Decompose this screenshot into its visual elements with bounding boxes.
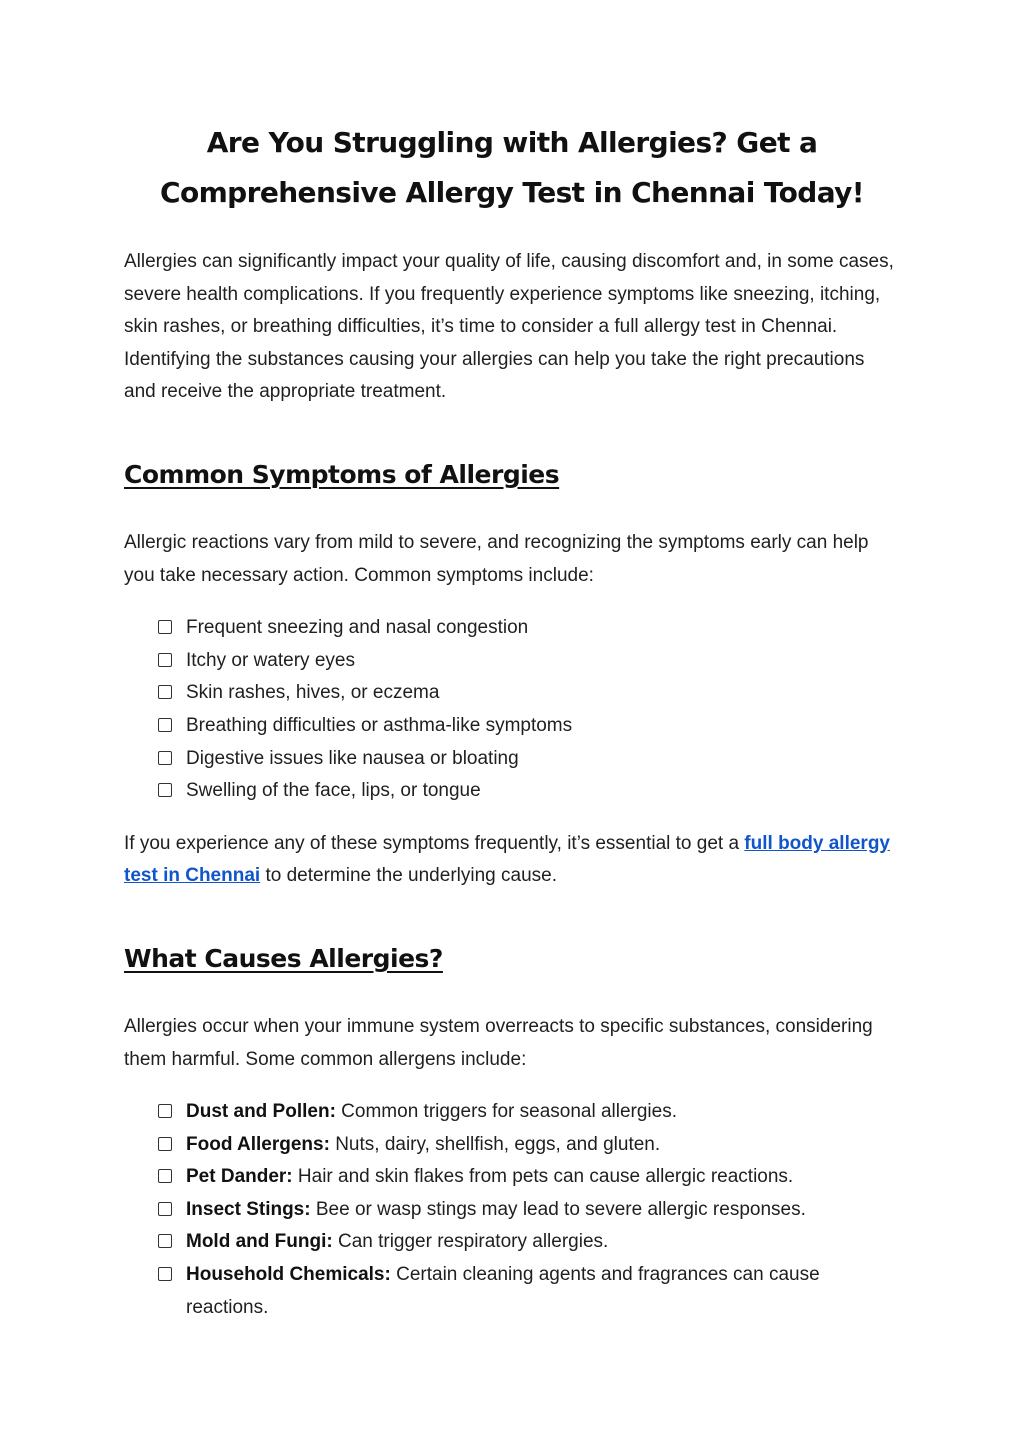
checkbox-icon [158, 1267, 172, 1281]
list-item: Food Allergens: Nuts, dairy, shellfish, eggs, and gluten. [158, 1129, 900, 1162]
checkbox-icon [158, 1137, 172, 1151]
causes-heading: What Causes Allergies? [124, 943, 443, 973]
list-item: Itchy or watery eyes [158, 645, 900, 678]
checkbox-icon [158, 685, 172, 699]
list-item: Pet Dander: Hair and skin flakes from pets can cause allergic reactions. [158, 1161, 900, 1194]
symptoms-closing: If you experience any of these symptoms frequently, it’s essential to get a full body allergy test in Chennai to determine the underlying cause. [124, 832, 890, 887]
causes-lead: Allergies occur when your immune system overreacts to specific substances, considering them harmful. Some common allergens include: [124, 1015, 873, 1070]
symptoms-heading: Common Symptoms of Allergies [124, 459, 560, 489]
checkbox-icon [158, 783, 172, 797]
list-item: Digestive issues like nausea or bloating [158, 743, 900, 776]
list-item: Swelling of the face, lips, or tongue [158, 775, 900, 808]
list-item: Household Chemicals: Certain cleaning agents and fragrances can cause reactions. [158, 1259, 900, 1324]
document-page [124, 118, 900, 1324]
list-item: Breathing difficulties or asthma-like symptoms [158, 710, 900, 743]
symptoms-lead: Allergic reactions vary from mild to severe, and recognizing the symptoms early can help you take necessary action. Common symptoms include: [124, 531, 869, 586]
checkbox-icon [158, 718, 172, 732]
list-item: Mold and Fungi: Can trigger respiratory allergies. [158, 1226, 900, 1259]
intro-paragraph: Allergies can significantly impact your quality of life, causing discomfort and, in some cases, severe health complications. If you frequently experience symptoms like sneezing, itching, skin rashes, or breathing difficulties, it’s time to consider a full allergy test in Chennai. Identifying the substances causing your allergies can help you take the right precautions and receive the appropriate treatment. [124, 251, 894, 403]
checkbox-icon [158, 620, 172, 634]
list-item: Insect Stings: Bee or wasp stings may lead to severe allergic responses. [158, 1194, 900, 1227]
checkbox-icon [158, 1234, 172, 1248]
list-item: Frequent sneezing and nasal congestion [158, 612, 900, 645]
list-item: Dust and Pollen: Common triggers for seasonal allergies. [158, 1096, 900, 1129]
allergy-test-link[interactable]: full body allergy test in Chennai [124, 832, 890, 887]
list-item: Skin rashes, hives, or eczema [158, 677, 900, 710]
symptoms-list [124, 612, 900, 808]
page-title: Are You Struggling with Allergies? Get a Comprehensive Allergy Test in Chennai Today! [160, 126, 864, 209]
checkbox-icon [158, 1104, 172, 1118]
allergens-list [124, 1096, 900, 1324]
checkbox-icon [158, 751, 172, 765]
checkbox-icon [158, 1169, 172, 1183]
checkbox-icon [158, 653, 172, 667]
checkbox-icon [158, 1202, 172, 1216]
